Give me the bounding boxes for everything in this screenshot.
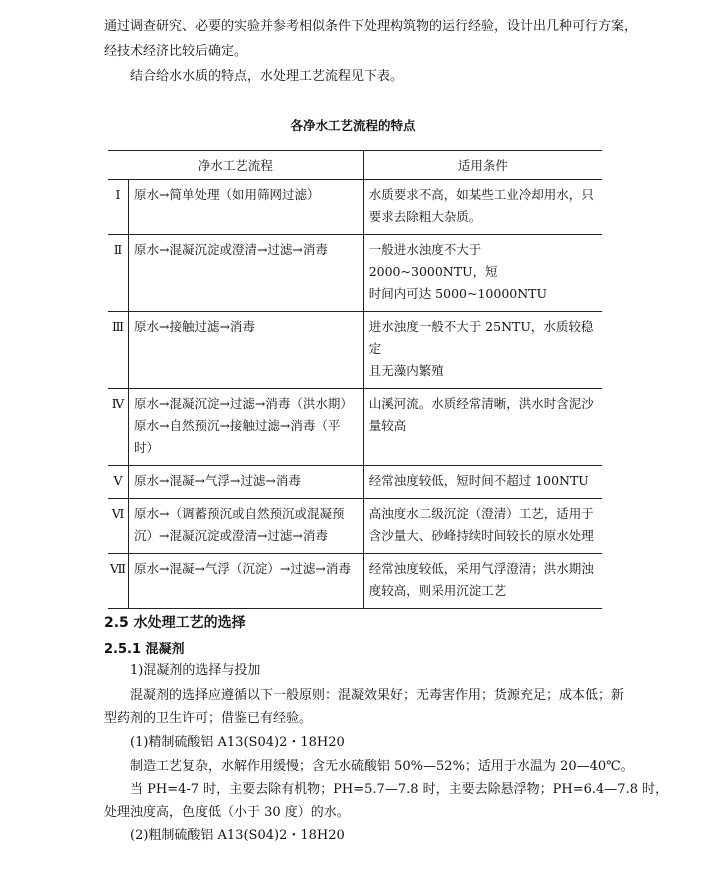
process-table [108,150,602,609]
process-cell [128,235,363,312]
process-line: 原水→自然预沉→接触过滤→消毒（平 [133,418,341,433]
process-line: 原水→（调蓄预沉或自然预沉或混凝预 [133,506,345,521]
process-line: 时） [133,440,159,455]
condition-line: 山溪河流。水质经常清晰，洪水时含泥沙 [368,396,594,411]
table-row [108,235,602,312]
process-line: 原水→混凝→气浮（沉淀）→过滤→消毒 [133,561,351,576]
process-cell [128,180,363,235]
table-header-row [108,151,602,180]
row-number: Ⅳ [108,389,128,466]
table-row [108,389,602,466]
condition-cell [363,312,602,389]
header-process: 净水工艺流程 [108,151,363,180]
condition-line: 含沙量大、砂峰持续时间较长的原水处理 [368,528,594,543]
intro-line-2: 经技术经济比较后确定。 [104,44,248,59]
condition-cell [363,554,602,609]
process-cell [128,389,363,466]
condition-cell [363,466,602,499]
table-body [108,180,602,609]
condition-cell [363,235,602,312]
paragraph-ph-1: 当 PH=4-7 时，主要去除有机物；PH=5.7—7.8 时，主要去除悬浮物；PH=6.4—7.8 时， [130,782,669,797]
process-line: 原水→混凝沉淀→过滤→消毒（洪水期） [133,396,353,411]
condition-line: 经常浊度较低，采用气浮澄清；洪水期浊 [368,561,594,576]
process-cell [128,466,363,499]
row-number: Ⅰ [108,180,128,235]
process-line: 原水→简单处理（如用筛网过滤） [133,187,320,202]
table-row [108,554,602,609]
process-line: 原水→混凝沉淀或澄清→过滤→消毒 [133,242,328,257]
process-line: 沉）→混凝沉淀或澄清→过滤→消毒 [133,528,328,543]
process-line: 原水→接触过滤→消毒 [133,319,255,334]
header-condition: 适用条件 [363,151,602,180]
condition-line: 且无藻内繁殖 [368,363,444,378]
table-caption: 各净水工艺流程的特点 [290,118,416,133]
intro-line-1: 通过调查研究、必要的实验并参考相似条件下处理构筑物的运行经验，设计出几种可行方案， [104,19,638,34]
row-number: Ⅲ [108,312,128,389]
row-number: Ⅵ [108,499,128,554]
table-row [108,312,602,389]
condition-line: 时间内可达 5000~10000NTU [368,286,548,301]
condition-cell [363,389,602,466]
condition-cell [363,499,602,554]
condition-line: 经常浊度较低，短时间不超过 100NTU [368,473,589,488]
paragraph-ph-2: 处理浊度高，色度低（小于 30 度）的水。 [104,805,350,820]
row-number: Ⅱ [108,235,128,312]
row-number: Ⅶ [108,554,128,609]
subsection-heading: 2.5.1 混凝剂 [104,642,185,657]
paragraph-principles-1: 混凝剂的选择应遵循以下一般原则：混凝效果好；无毒害作用；货源充足；成本低；新 [130,688,625,703]
process-line: 原水→混凝→气浮→过滤→消毒 [133,473,301,488]
condition-line: 一般进水浊度不大于 2000~3000NTU，短 [368,242,498,279]
condition-line: 度较高，则采用沉淀工艺 [368,583,507,598]
process-cell [128,312,363,389]
paragraph-crude-alum: (2)粗制硫酸铝 A13(S04)2・18H20 [130,828,345,843]
condition-line: 要求去除粗大杂质。 [368,209,482,224]
condition-line: 水质要求不高，如某些工业冷却用水，只 [368,187,594,202]
paragraph-process-note: 制造工艺复杂，水解作用缓慢；含无水硫酸铝 50%—52%；适用于水温为 20—40℃。 [130,759,634,774]
intro-line-3: 结合给水水质的特点，水处理工艺流程见下表。 [130,69,404,84]
row-number: Ⅴ [108,466,128,499]
condition-cell [363,180,602,235]
table-row [108,499,602,554]
condition-line: 进水浊度一般不大于 25NTU，水质较稳定 [368,319,594,356]
paragraph-principles-2: 型药剂的卫生许可；借鉴已有经验。 [104,711,313,726]
table-row [108,180,602,235]
condition-line: 量较高 [368,418,407,433]
paragraph-selection-title: 1)混凝剂的选择与投加 [130,663,261,678]
paragraph-refined-alum: (1)精制硫酸铝 A13(S04)2・18H20 [130,735,345,750]
table-row [108,466,602,499]
process-cell [128,499,363,554]
section-heading: 2.5 水处理工艺的选择 [104,615,246,631]
process-cell [128,554,363,609]
condition-line: 高浊度水二级沉淀（澄清）工艺，适用于 [368,506,594,521]
